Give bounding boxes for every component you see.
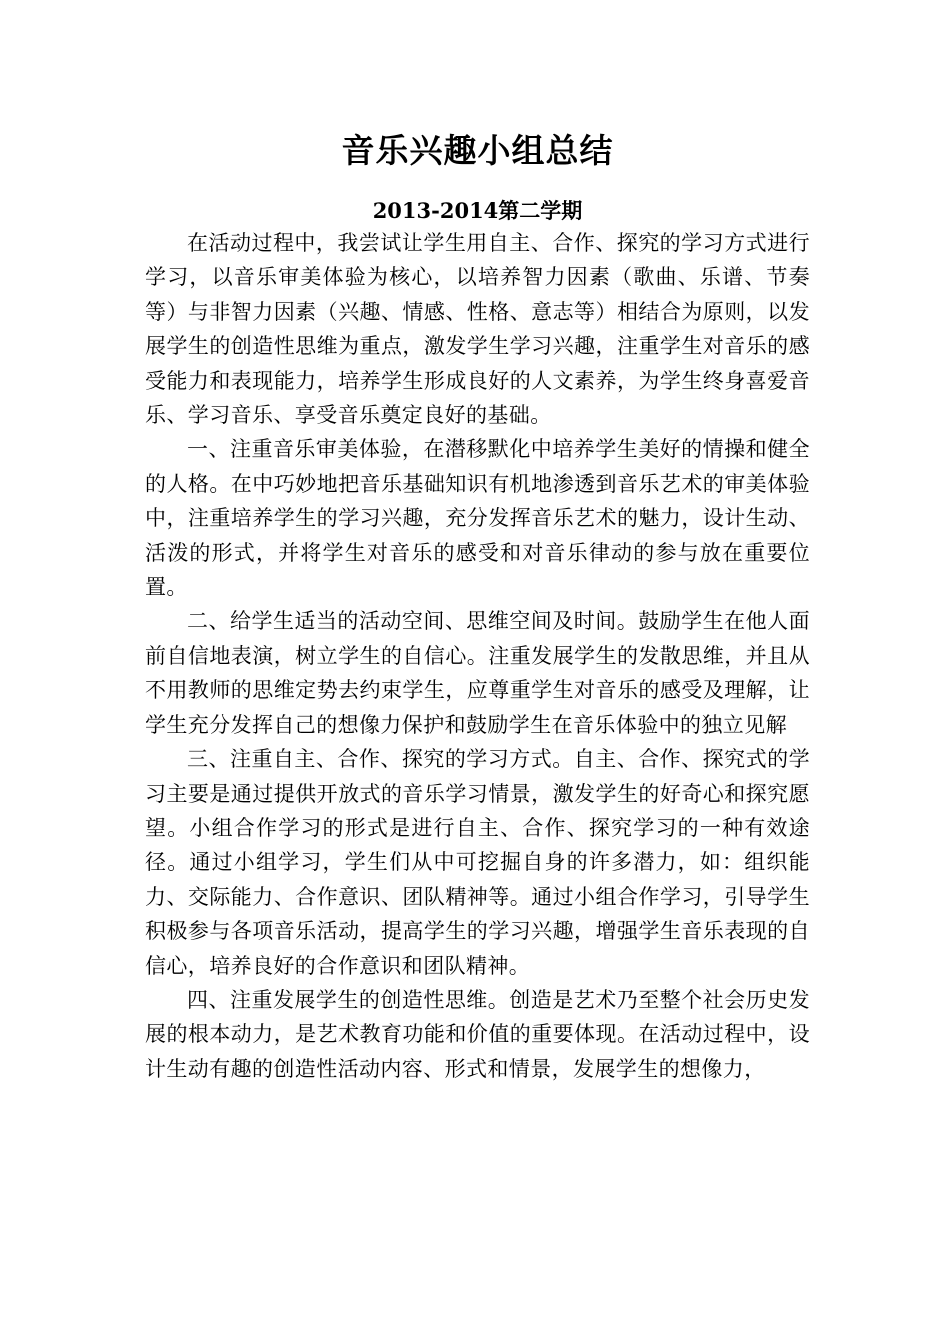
document-page: [145, 0, 810, 1344]
document-subtitle: 2013-2014第二学期: [372, 198, 583, 223]
paragraph-point-2: 二、给学生适当的活动空间、思维空间及时间。鼓励学生在他人面前自信地表演，树立学生的自信心。注重发展学生的发散思维，并且从不用教师的思维定势去约束学生，应尊重学生对音乐的感受及理解，让学生充分发挥自己的想像力保护和鼓励学生在音乐体验中的独立见解: [145, 609, 810, 737]
paragraph-point-4: 四、注重发展学生的创造性思维。创造是艺术乃至整个社会历史发展的根本动力，是艺术教育功能和价值的重要体现。在活动过程中，设计生动有趣的创造性活动内容、形式和情景，发展学生的想像力，: [145, 987, 810, 1081]
document-title: 音乐兴趣小组总结: [341, 131, 614, 170]
paragraph-intro: 在活动过程中，我尝试让学生用自主、合作、探究的学习方式进行学习，以音乐审美体验为核心，以培养智力因素（歌曲、乐谱、节奏等）与非智力因素（兴趣、情感、性格、意志等）相结合为原则，以发展学生的创造性思维为重点，激发学生学习兴趣，注重学生对音乐的感受能力和表现能力，培养学生形成良好的人文素养，为学生终身喜爱音乐、学习音乐、享受音乐奠定良好的基础。: [145, 231, 810, 428]
paragraph-point-3: 三、注重自主、合作、探究的学习方式。自主、合作、探究式的学习主要是通过提供开放式的音乐学习情景，激发学生的好奇心和探究愿望。小组合作学习的形式是进行自主、合作、探究学习的一种有效途径。通过小组学习，学生们从中可挖掘自身的许多潜力，如：组织能力、交际能力、合作意识、团队精神等。通过小组合作学习，引导学生积极参与各项音乐活动，提高学生的学习兴趣，增强学生音乐表现的自信心，培养良好的合作意识和团队精神。: [145, 747, 810, 978]
paragraph-point-1: 一、注重音乐审美体验，在潜移默化中培养学生美好的情操和健全的人格。在中巧妙地把音乐基础知识有机地渗透到音乐艺术的审美体验中，注重培养学生的学习兴趣，充分发挥音乐艺术的魅力，设计生动、活泼的形式，并将学生对音乐的感受和对音乐律动的参与放在重要位置。: [145, 437, 810, 600]
